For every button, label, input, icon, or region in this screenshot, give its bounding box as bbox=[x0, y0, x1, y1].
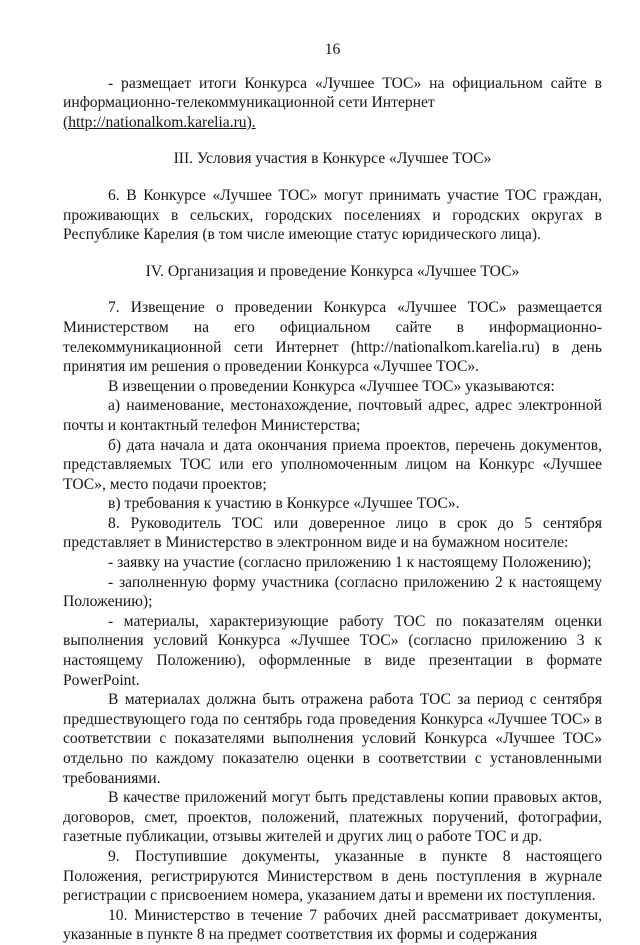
paragraph-materials: - материалы, характеризующие работу ТОС по показателям оценки выполнения условий Конкурса «Лучшее ТОС» (согласно приложению 3 к настоящему Положению), оформленные в виде презентации в формате PowerPoint. bbox=[63, 612, 602, 689]
paragraph-application: - заявку на участие (согласно приложению 1 к настоящему Положению); bbox=[108, 554, 592, 572]
paragraph-materials-period: В материалах должна быть отражена работа ТОС за период с сентября предшествующего года по сентябрь года проведения Конкурса «Лучшее ТОС» в соответствии с показателями выполнения условий Конкурса «Лучшее ТОС» отдельно по каждому показателю оценки в соответствии с установленными требованиями. bbox=[63, 691, 602, 787]
paragraph-6: 6. В Конкурсе «Лучшее ТОС» могут принимать участие ТОС граждан, проживающих в сельских, городских поселениях и городских округах в Республике Карелия (в том числе имеющие статус юридического лица). bbox=[63, 186, 602, 244]
paragraph-item-b: б) дата начала и дата окончания приема проектов, перечень документов, представляемых ТОС или его уполномоченным лицом на Конкурс «Лучшее ТОС», место подачи проектов; bbox=[63, 436, 602, 493]
paragraph-7: 7. Извещение о проведении Конкурса «Лучшее ТОС» размещается Министерством на его официальном сайте в информационно-телекоммуникационной сети Интернет (http://nationalkom.karelia.ru) в день принятия им решения о проведении Конкурса «Лучшее ТОС». bbox=[63, 299, 602, 376]
paragraph-9: 9. Поступившие документы, указанные в пункте 8 настоящего Положения, регистрируются Министерством в день поступления в журнале регистрации с присвоением номера, указанием даты и времени их поступления. bbox=[63, 847, 602, 905]
paragraph-attachments: В качестве приложений могут быть представлены копии правовых актов, договоров, смет, проектов, положений, платежных поручений, фотографии, газетные публикации, отзывы жителей и других лиц о работе ТОС и др. bbox=[63, 789, 602, 846]
website-link[interactable]: (http://nationalkom.karelia.ru). bbox=[63, 113, 256, 131]
paragraph-results-publication: - размещает итоги Конкурса «Лучшее ТОС» на официальном сайте в информационно-телекоммуникационной сети Интернет bbox=[63, 74, 602, 112]
page-number: 16 bbox=[324, 41, 341, 58]
paragraph-8: 8. Руководитель ТОС или доверенное лицо в срок до 5 сентября представляет в Министерство в электронном виде и на бумажном носителе: bbox=[63, 514, 602, 552]
paragraph-notice-contents: В извещении о проведении Конкурса «Лучшее ТОС» указываются: bbox=[108, 377, 555, 395]
paragraph-item-a: а) наименование, местонахождение, почтовый адрес, адрес электронной почты и контактный телефон Министерства; bbox=[63, 397, 602, 434]
section-heading-iii: III. Условия участия в Конкурсе «Лучшее ТОС» bbox=[173, 150, 492, 168]
paragraph-participant-form: - заполненную форму участника (согласно приложению 2 к настоящему Положению); bbox=[63, 573, 602, 611]
paragraph-10: 10. Министерство в течение 7 рабочих дней рассматривает документы, указанные в пункте 8 на предмет соответствия их формы и содержания bbox=[63, 906, 602, 944]
paragraph-link-line bbox=[63, 113, 602, 133]
section-heading-iv: IV. Организация и проведение Конкурса «Лучшее ТОС» bbox=[145, 262, 520, 280]
paragraph-item-v: в) требования к участию в Конкурсе «Лучшее ТОС». bbox=[108, 495, 460, 513]
